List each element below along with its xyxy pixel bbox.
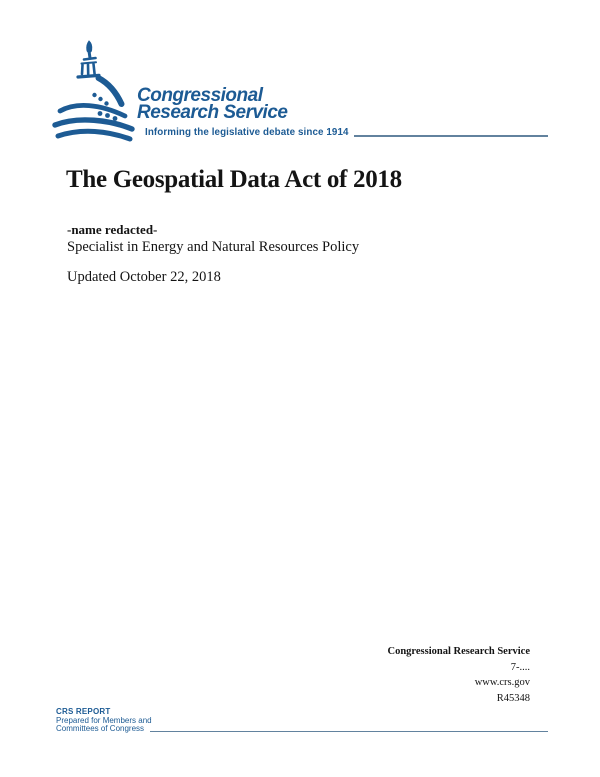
footer-right-block bbox=[387, 644, 530, 707]
footer-org-name: Congressional Research Service bbox=[387, 646, 530, 657]
page-title: The Geospatial Data Act of 2018 bbox=[66, 166, 402, 193]
logo-line1: Congressional bbox=[137, 85, 263, 106]
logo-wordmark bbox=[137, 85, 288, 123]
author-role: Specialist in Energy and Natural Resources Policy bbox=[67, 239, 360, 255]
footer-left-block bbox=[56, 708, 548, 734]
logo-tagline-row bbox=[145, 127, 548, 138]
footer-website-url: www.crs.gov bbox=[474, 677, 530, 689]
footer-phone-redacted: 7-.... bbox=[510, 661, 530, 673]
logo-line2: Research Service bbox=[137, 101, 288, 123]
author-name: -name redacted- bbox=[67, 222, 158, 237]
footer-report-number: R45348 bbox=[496, 693, 530, 705]
prepared-for-line1: Prepared for Members and bbox=[56, 715, 152, 725]
prepared-for-line2-row bbox=[56, 725, 548, 734]
report-type-label: CRS REPORT bbox=[56, 707, 111, 716]
logo-tagline: Informing the legislative debate since 1914 bbox=[145, 127, 349, 138]
header-rule bbox=[354, 135, 548, 137]
footer-rule bbox=[150, 731, 548, 733]
prepared-for-line2: Committees of Congress bbox=[56, 724, 145, 734]
updated-date: Updated October 22, 2018 bbox=[67, 269, 221, 285]
